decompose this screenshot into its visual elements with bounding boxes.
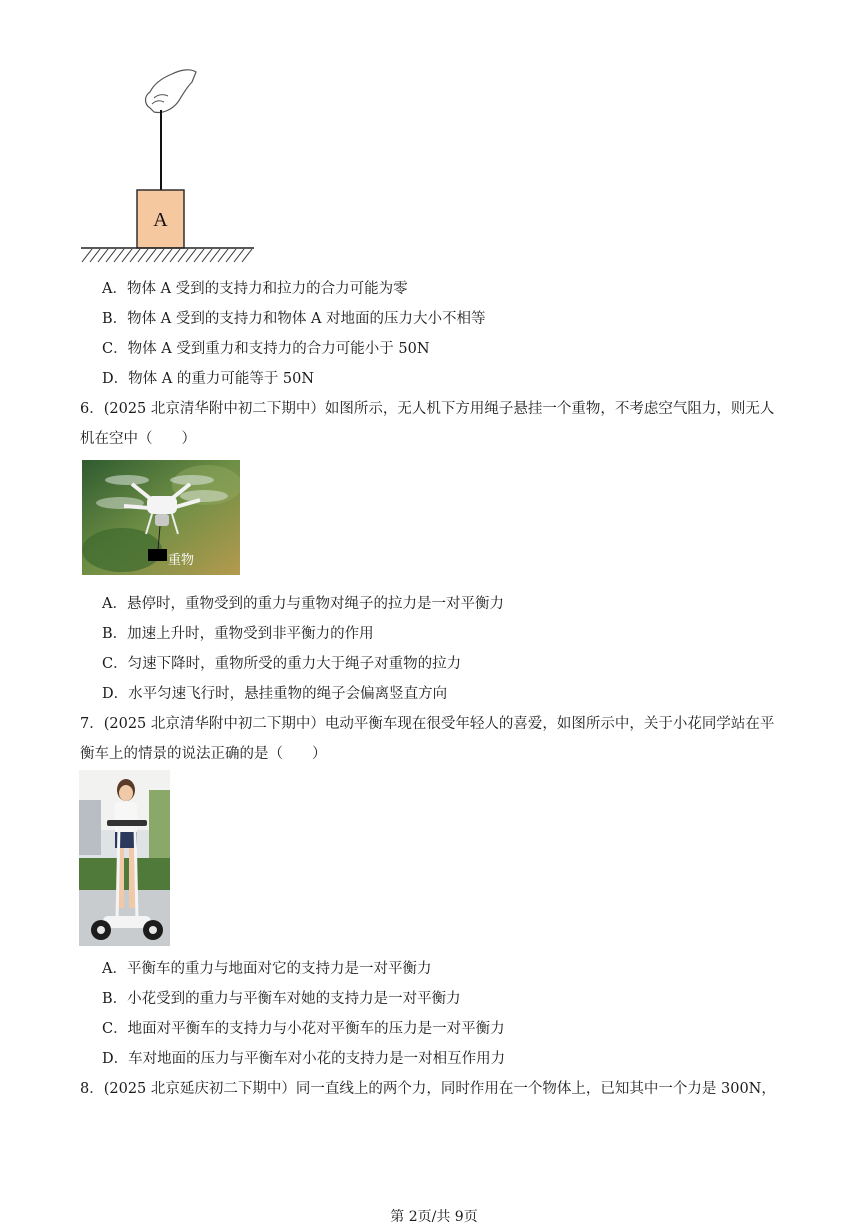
- balance-scooter-photo: [79, 770, 170, 946]
- block-pull-figure: [78, 64, 258, 270]
- q6-option-d: D．水平匀速飞行时，悬挂重物的绳子会偏离竖直方向: [102, 686, 448, 702]
- ground-hatch: [82, 249, 252, 262]
- q7-stem-line2: 衡车上的情景的说法正确的是（ ）: [80, 746, 327, 762]
- heavy-object: [148, 549, 167, 561]
- q7-option-a: A．平衡车的重力与地面对它的支持力是一对平衡力: [102, 961, 432, 977]
- q5-option-b: B．物体 A 受到的支持力和物体 A 对地面的压力大小不相等: [102, 311, 486, 327]
- block-label: A: [153, 209, 168, 231]
- q7-option-d: D．车对地面的压力与平衡车对小花的支持力是一对相互作用力: [102, 1051, 506, 1067]
- q6-option-a: A．悬停时，重物受到的重力与重物对绳子的拉力是一对平衡力: [102, 596, 504, 612]
- q5-option-c: C．物体 A 受到重力和支持力的合力可能小于 50N: [102, 341, 430, 357]
- drone-photo: [82, 460, 240, 575]
- q5-option-a: A．物体 A 受到的支持力和拉力的合力可能为零: [102, 281, 408, 297]
- q5-option-d: D．物体 A 的重力可能等于 50N: [102, 371, 315, 387]
- hand-icon: [146, 70, 197, 113]
- page-number: 第 2页/共 9页: [390, 1209, 478, 1225]
- q6-option-c: C．匀速下降时，重物所受的重力大于绳子对重物的拉力: [102, 656, 462, 672]
- q6-stem-line1: 6．(2025 北京清华附中初二下期中）如图所示，无人机下方用绳子悬挂一个重物，不考虑空气阻力，则无人: [80, 401, 775, 417]
- q6-option-b: B．加速上升时，重物受到非平衡力的作用: [102, 626, 374, 642]
- heavy-object-label: 重物: [168, 553, 195, 568]
- q7-option-c: C．地面对平衡车的支持力与小花对平衡车的压力是一对平衡力: [102, 1021, 505, 1037]
- q8-stem-line1: 8．(2025 北京延庆初二下期中）同一直线上的两个力，同时作用在一个物体上，已知其中一个力是 300N，: [80, 1081, 776, 1097]
- q7-stem-line1: 7．(2025 北京清华附中初二下期中）电动平衡车现在很受年轻人的喜爱，如图所示中，关于小花同学站在平: [80, 716, 775, 732]
- q7-option-b: B．小花受到的重力与平衡车对她的支持力是一对平衡力: [102, 991, 461, 1007]
- q6-stem-line2: 机在空中（ ）: [80, 431, 196, 447]
